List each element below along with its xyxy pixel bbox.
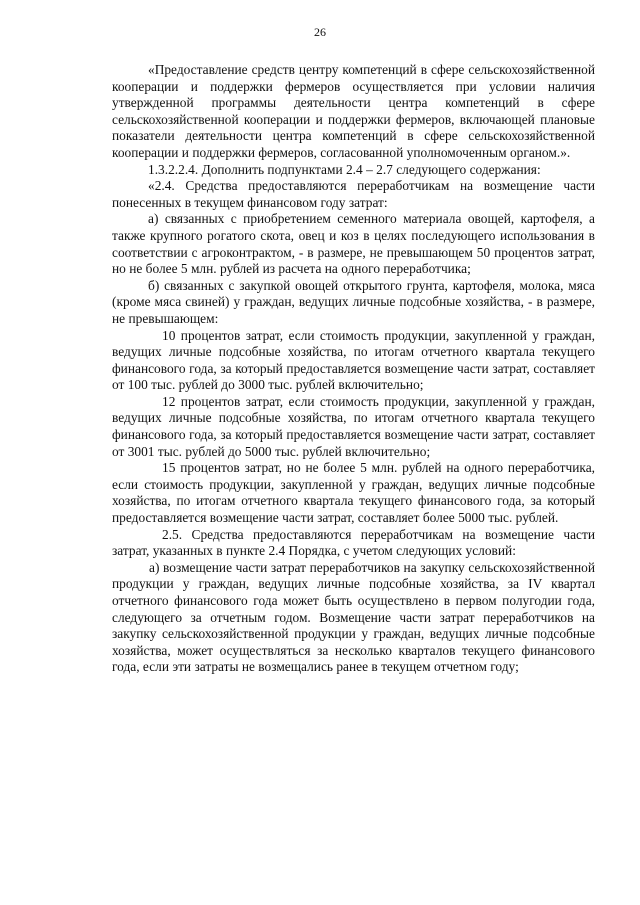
- paragraph-10-percent: 10 процентов затрат, если стоимость продукции, закупленной у граждан, ведущих личные подсобные хозяйства, по итогам отчетного квартала текущего финансового года, за который предоставляется возмещение части затрат, составляет от 100 тыс. рублей до 3000 тыс. рублей включительно;: [112, 327, 595, 393]
- paragraph-2-5-intro: 2.5. Средства предоставляются переработчикам на возмещение части затрат, указанных в пункте 2.4 Порядка, с учетом следующих условий:: [112, 526, 595, 559]
- page-number: 26: [314, 25, 326, 39]
- paragraph-2-4-b: б) связанных с закупкой овощей открытого грунта, картофеля, молока, мяса (кроме мяса свиней) у граждан, ведущих личные подсобные хозяйства, - в размере, не превышающем:: [112, 277, 595, 326]
- paragraph-2-5-a: а) возмещение части затрат переработчиков на закупку сельскохозяйственной продукции у граждан, ведущих личные подсобные хозяйства, за IV квартал отчетного финансового года может быть осуществлено в первом полугодии года, следующего за отчетным годом. Возмещение части затрат переработчиков на закупку сельскохозяйственной продукции у граждан, ведущих личные подсобные хозяйства, может осуществляться за несколько кварталов текущего финансового года, если эти затраты не возмещались ранее в текущем отчетном году;: [112, 559, 595, 675]
- paragraph-15-percent: 15 процентов затрат, но не более 5 млн. рублей на одного переработчика, если стоимость продукции, закупленной у граждан, ведущих личные подсобные хозяйства, по итогам отчетного квартала текущего финансового года, за который предоставляется возмещение части затрат, составляет более 5000 тыс. рублей.: [112, 460, 595, 526]
- paragraph-amendment-1-3-2-2-4: 1.3.2.2.4. Дополнить подпунктами 2.4 – 2.7 следующего содержания:: [148, 161, 541, 177]
- document-body: [112, 62, 595, 676]
- paragraph-competence-center: «Предоставление средств центру компетенций в сфере сельскохозяйственной кооперации и поддержки фермеров осуществляется при условии наличия утвержденной программы деятельности центра компетенций в сфере сельскохозяйственной кооперации и поддержки фермеров, включающей плановые показатели деятельности центра компетенций в сфере сельскохозяйственной кооперации и поддержки фермеров, согласованной уполномоченным органом.».: [112, 62, 595, 160]
- paragraph-2-4-intro: «2.4. Средства предоставляются переработчикам на возмещение части понесенных в текущем финансовом году затрат:: [112, 178, 595, 210]
- paragraph-2-4-a: а) связанных с приобретением семенного материала овощей, картофеля, а также крупного рогатого скота, овец и коз в целях последующего использования в соответствии с агроконтрактом, - в размере, не превышающем 50 процентов затрат, но не более 5 млн. рублей из расчета на одного переработчика;: [112, 211, 595, 277]
- paragraph-12-percent: 12 процентов затрат, если стоимость продукции, закупленной у граждан, ведущих личные подсобные хозяйства, по итогам отчетного квартала текущего финансового года, за который предоставляется возмещение части затрат, составляет от 3001 тыс. рублей до 5000 тыс. рублей включительно;: [112, 393, 595, 459]
